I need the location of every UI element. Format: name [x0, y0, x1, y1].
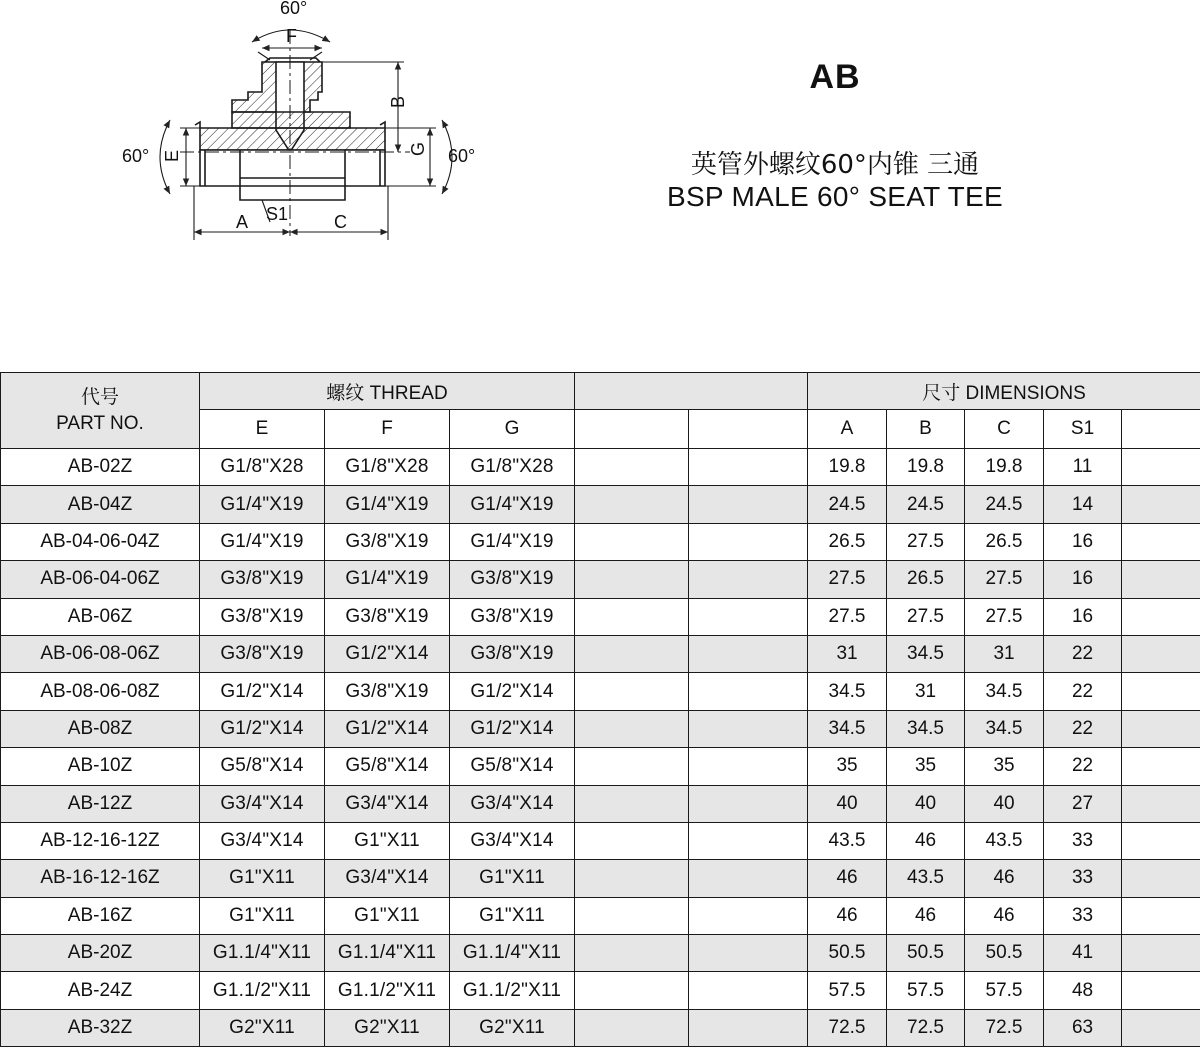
table-row	[1, 561, 1200, 598]
cell-c: 34.5	[965, 710, 1044, 747]
cell-a: 24.5	[808, 486, 887, 523]
blank-col-header	[1122, 410, 1200, 449]
cell-e: G5/8"X14	[200, 748, 325, 785]
part-number-cell: AB-10Z	[1, 748, 200, 785]
table-row	[1, 860, 1200, 897]
label-s1: S1	[266, 204, 289, 224]
spec-table	[0, 372, 1200, 1047]
cell-a: 57.5	[808, 972, 887, 1009]
cell-s1: 33	[1044, 822, 1122, 859]
table-row	[1, 449, 1200, 486]
cell-a: 43.5	[808, 822, 887, 859]
part-number-cell: AB-16-12-16Z	[1, 860, 200, 897]
part-number-cell: AB-02Z	[1, 449, 200, 486]
cell-c: 50.5	[965, 935, 1044, 972]
cell-g: G3/8"X19	[450, 635, 575, 672]
cell-b: 31	[887, 673, 965, 710]
cell-f: G3/8"X19	[325, 523, 450, 560]
blank-cell	[689, 897, 808, 934]
cell-f: G1/2"X14	[325, 710, 450, 747]
cell-f: G2"X11	[325, 1009, 450, 1046]
blank-cell	[575, 897, 689, 934]
table-row	[1, 897, 1200, 934]
blank-cell	[1122, 972, 1200, 1009]
blank-cell	[1122, 1009, 1200, 1046]
cell-a: 46	[808, 897, 887, 934]
blank-cell	[689, 710, 808, 747]
cell-g: G1/2"X14	[450, 673, 575, 710]
cell-a: 26.5	[808, 523, 887, 560]
table-row	[1, 972, 1200, 1009]
blank-cell	[575, 710, 689, 747]
blank-cell	[689, 561, 808, 598]
cell-a: 27.5	[808, 561, 887, 598]
blank-cell	[575, 598, 689, 635]
cell-f: G1"X11	[325, 822, 450, 859]
part-number-cell: AB-04Z	[1, 486, 200, 523]
blank-cell	[689, 635, 808, 672]
blank-cell	[575, 523, 689, 560]
cell-g: G1.1/2"X11	[450, 972, 575, 1009]
blank-cell	[689, 748, 808, 785]
cell-g: G5/8"X14	[450, 748, 575, 785]
part-number-cell: AB-08Z	[1, 710, 200, 747]
cell-b: 27.5	[887, 523, 965, 560]
blank-cell	[575, 1009, 689, 1046]
cell-e: G1"X11	[200, 860, 325, 897]
cell-b: 50.5	[887, 935, 965, 972]
blank-cell	[1122, 635, 1200, 672]
part-number-cell: AB-16Z	[1, 897, 200, 934]
table-row	[1, 785, 1200, 822]
table-row	[1, 822, 1200, 859]
part-number-cell: AB-20Z	[1, 935, 200, 972]
cell-b: 24.5	[887, 486, 965, 523]
cell-s1: 16	[1044, 561, 1122, 598]
part-number-cell: AB-32Z	[1, 1009, 200, 1046]
part-number-cell: AB-04-06-04Z	[1, 523, 200, 560]
cell-c: 19.8	[965, 449, 1044, 486]
blank-cell	[689, 673, 808, 710]
cell-s1: 16	[1044, 598, 1122, 635]
cell-g: G3/4"X14	[450, 822, 575, 859]
part-number-cell: AB-06Z	[1, 598, 200, 635]
cell-b: 27.5	[887, 598, 965, 635]
cell-b: 40	[887, 785, 965, 822]
cell-s1: 41	[1044, 935, 1122, 972]
cell-a: 40	[808, 785, 887, 822]
cell-g: G2"X11	[450, 1009, 575, 1046]
blank-cell	[575, 860, 689, 897]
cell-f: G3/8"X19	[325, 598, 450, 635]
cell-e: G3/8"X19	[200, 635, 325, 672]
cell-a: 27.5	[808, 598, 887, 635]
cell-e: G3/8"X19	[200, 598, 325, 635]
table-row	[1, 523, 1200, 560]
cell-s1: 22	[1044, 635, 1122, 672]
table-row	[1, 673, 1200, 710]
cell-f: G3/4"X14	[325, 785, 450, 822]
blank-cell	[575, 486, 689, 523]
cell-a: 34.5	[808, 710, 887, 747]
cell-b: 72.5	[887, 1009, 965, 1046]
cell-s1: 33	[1044, 860, 1122, 897]
blank-cell	[575, 822, 689, 859]
cell-c: 24.5	[965, 486, 1044, 523]
cell-b: 35	[887, 748, 965, 785]
table-row	[1, 598, 1200, 635]
blank-cell	[1122, 561, 1200, 598]
blank-cell	[689, 972, 808, 1009]
dimensions-group-header: 尺寸 DIMENSIONS	[808, 373, 1200, 410]
cell-s1: 63	[1044, 1009, 1122, 1046]
blank-cell	[689, 449, 808, 486]
cell-c: 35	[965, 748, 1044, 785]
cell-c: 31	[965, 635, 1044, 672]
spec-table-body	[1, 449, 1200, 1047]
blank-cell	[689, 1009, 808, 1046]
cell-s1: 22	[1044, 748, 1122, 785]
blank-cell	[689, 860, 808, 897]
cell-e: G1.1/2"X11	[200, 972, 325, 1009]
cell-f: G1/4"X19	[325, 486, 450, 523]
cell-g: G1.1/4"X11	[450, 935, 575, 972]
cell-c: 43.5	[965, 822, 1044, 859]
cell-g: G1/8"X28	[450, 449, 575, 486]
cell-s1: 16	[1044, 523, 1122, 560]
blank-col-header	[575, 410, 689, 449]
part-number-cell: AB-06-08-06Z	[1, 635, 200, 672]
cell-a: 34.5	[808, 673, 887, 710]
cell-s1: 22	[1044, 710, 1122, 747]
cell-e: G1/8"X28	[200, 449, 325, 486]
blank-cell	[1122, 523, 1200, 560]
blank-cell	[689, 486, 808, 523]
blank-cell	[575, 972, 689, 1009]
cell-a: 46	[808, 860, 887, 897]
cell-b: 57.5	[887, 972, 965, 1009]
blank-cell	[575, 561, 689, 598]
cell-c: 46	[965, 860, 1044, 897]
cell-e: G1/4"X19	[200, 523, 325, 560]
table-row	[1, 710, 1200, 747]
cell-g: G3/4"X14	[450, 785, 575, 822]
cell-f: G1"X11	[325, 897, 450, 934]
col-c-header: C	[965, 410, 1044, 449]
blank-cell	[1122, 785, 1200, 822]
fitting-body	[180, 30, 410, 236]
label-c: C	[334, 212, 347, 232]
blank-cell	[1122, 598, 1200, 635]
part-number-cell: AB-06-04-06Z	[1, 561, 200, 598]
blank-cell	[575, 935, 689, 972]
cell-c: 72.5	[965, 1009, 1044, 1046]
blank-cell	[689, 785, 808, 822]
label-f: F	[286, 26, 297, 46]
cell-f: G1/2"X14	[325, 635, 450, 672]
cell-e: G3/4"X14	[200, 822, 325, 859]
cell-g: G1"X11	[450, 897, 575, 934]
label-a: A	[236, 212, 249, 232]
cell-b: 46	[887, 822, 965, 859]
cell-e: G3/8"X19	[200, 561, 325, 598]
cell-b: 26.5	[887, 561, 965, 598]
cell-e: G1/2"X14	[200, 673, 325, 710]
col-e-header: E	[200, 410, 325, 449]
table-row	[1, 748, 1200, 785]
part-number-cell: AB-12Z	[1, 785, 200, 822]
cell-a: 50.5	[808, 935, 887, 972]
cell-s1: 27	[1044, 785, 1122, 822]
blank-cell	[1122, 860, 1200, 897]
table-row	[1, 1009, 1200, 1046]
table-row	[1, 935, 1200, 972]
col-g-header: G	[450, 410, 575, 449]
cell-f: G1.1/4"X11	[325, 935, 450, 972]
cell-e: G1/4"X19	[200, 486, 325, 523]
cell-c: 26.5	[965, 523, 1044, 560]
blank-col-header	[689, 410, 808, 449]
cell-e: G2"X11	[200, 1009, 325, 1046]
cell-g: G3/8"X19	[450, 561, 575, 598]
tee-fitting-drawing	[0, 0, 520, 250]
blank-cell	[575, 673, 689, 710]
cell-c: 27.5	[965, 561, 1044, 598]
blank-cell	[1122, 710, 1200, 747]
part-no-en: PART NO.	[56, 412, 144, 434]
blank-cell	[575, 785, 689, 822]
cell-c: 34.5	[965, 673, 1044, 710]
label-b: B	[388, 95, 408, 108]
part-no-cn: 代号	[80, 386, 119, 408]
label-e: E	[162, 149, 182, 162]
blank-cell	[575, 748, 689, 785]
blank-cell	[1122, 486, 1200, 523]
product-title-cn: 英管外螺纹60°内锥 三通	[690, 150, 980, 180]
blank-cell	[1122, 449, 1200, 486]
blank-cell	[1122, 935, 1200, 972]
cell-e: G3/4"X14	[200, 785, 325, 822]
blank-cell	[689, 598, 808, 635]
cell-s1: 11	[1044, 449, 1122, 486]
blank-cell	[689, 935, 808, 972]
cell-b: 19.8	[887, 449, 965, 486]
cell-a: 19.8	[808, 449, 887, 486]
col-b-header: B	[887, 410, 965, 449]
blank-group-header	[575, 373, 808, 410]
cell-f: G1/8"X28	[325, 449, 450, 486]
col-a-header: A	[808, 410, 887, 449]
product-title-en: BSP MALE 60° SEAT TEE	[666, 181, 1004, 212]
cell-s1: 14	[1044, 486, 1122, 523]
cell-b: 34.5	[887, 710, 965, 747]
cell-b: 43.5	[887, 860, 965, 897]
product-code: AB	[809, 58, 861, 96]
blank-cell	[1122, 822, 1200, 859]
label-g: G	[408, 141, 428, 156]
cell-s1: 33	[1044, 897, 1122, 934]
cell-s1: 48	[1044, 972, 1122, 1009]
cell-b: 34.5	[887, 635, 965, 672]
angle-right-label: 60°	[448, 146, 476, 166]
cell-e: G1.1/4"X11	[200, 935, 325, 972]
cell-f: G1/4"X19	[325, 561, 450, 598]
col-s1-header: S1	[1044, 410, 1122, 449]
cell-g: G1/4"X19	[450, 523, 575, 560]
cell-g: G1"X11	[450, 860, 575, 897]
cell-c: 27.5	[965, 598, 1044, 635]
part-number-cell: AB-08-06-08Z	[1, 673, 200, 710]
cell-a: 31	[808, 635, 887, 672]
col-f-header: F	[325, 410, 450, 449]
cell-e: G1/2"X14	[200, 710, 325, 747]
part-number-cell: AB-12-16-12Z	[1, 822, 200, 859]
table-row	[1, 486, 1200, 523]
cell-e: G1"X11	[200, 897, 325, 934]
cell-c: 40	[965, 785, 1044, 822]
part-number-cell: AB-24Z	[1, 972, 200, 1009]
blank-cell	[689, 523, 808, 560]
thread-group-header: 螺纹 THREAD	[200, 373, 575, 410]
cell-c: 57.5	[965, 972, 1044, 1009]
cell-f: G5/8"X14	[325, 748, 450, 785]
angle-top-label: 60°	[280, 0, 308, 18]
cell-f: G1.1/2"X11	[325, 972, 450, 1009]
blank-cell	[1122, 897, 1200, 934]
cell-g: G1/4"X19	[450, 486, 575, 523]
cell-g: G1/2"X14	[450, 710, 575, 747]
cell-g: G3/8"X19	[450, 598, 575, 635]
blank-cell	[575, 635, 689, 672]
blank-cell	[575, 449, 689, 486]
blank-cell	[1122, 673, 1200, 710]
cell-a: 72.5	[808, 1009, 887, 1046]
cell-s1: 22	[1044, 673, 1122, 710]
cell-b: 46	[887, 897, 965, 934]
cell-a: 35	[808, 748, 887, 785]
cell-f: G3/8"X19	[325, 673, 450, 710]
table-row	[1, 635, 1200, 672]
cell-f: G3/4"X14	[325, 860, 450, 897]
blank-cell	[1122, 748, 1200, 785]
angle-left-label: 60°	[122, 146, 150, 166]
cell-c: 46	[965, 897, 1044, 934]
part-no-header	[1, 373, 200, 449]
blank-cell	[689, 822, 808, 859]
